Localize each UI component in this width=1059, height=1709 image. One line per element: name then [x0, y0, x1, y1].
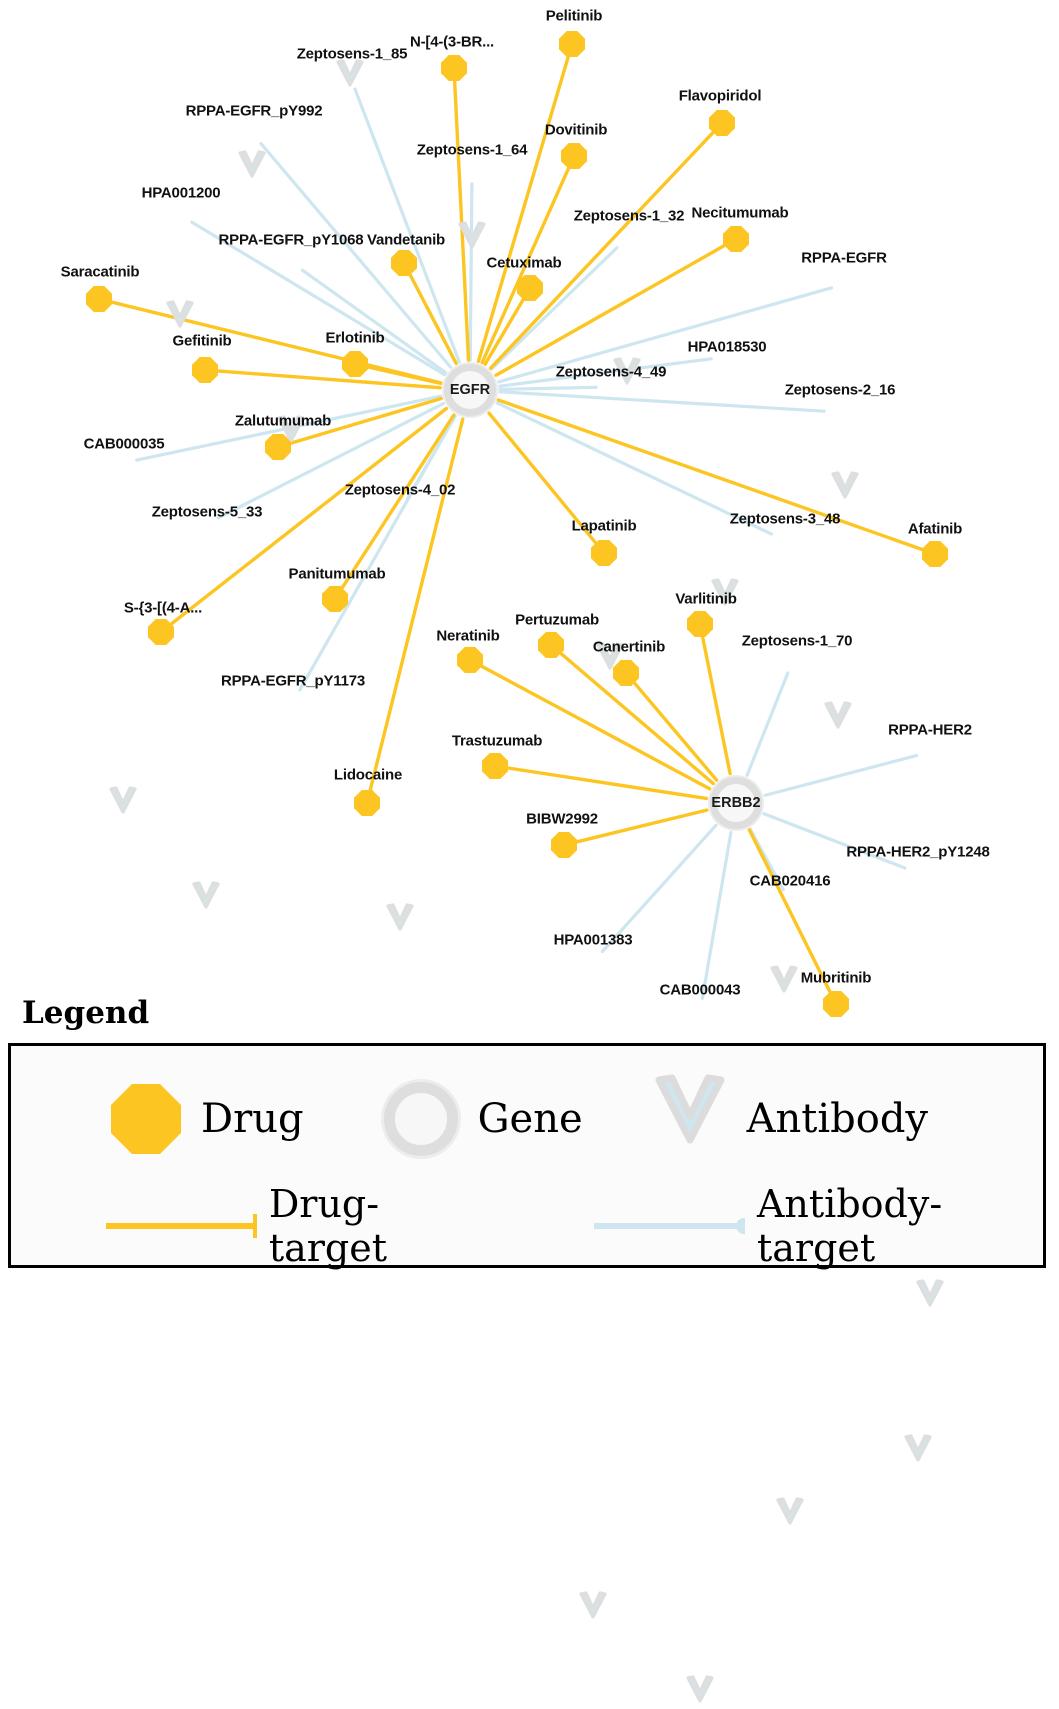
antibody-node-label: CAB020416: [749, 872, 831, 890]
gene-node[interactable]: [710, 777, 762, 829]
antibody-node[interactable]: [823, 701, 853, 735]
antibody-node[interactable]: [685, 1675, 715, 1709]
antibody-node[interactable]: [335, 59, 365, 93]
drug-node[interactable]: [559, 31, 585, 57]
antibody-node-label: RPPA-HER2: [888, 721, 972, 739]
drug-node-label: BIBW2992: [526, 810, 598, 828]
legend-antibody-label: Antibody: [746, 1096, 929, 1142]
antibody-node[interactable]: [903, 1434, 933, 1468]
antibody-node-label: RPPA-EGFR_pY1068: [218, 231, 364, 249]
antibody-node-label: CAB000043: [659, 981, 741, 999]
antibody-node-label: CAB000035: [83, 435, 165, 453]
antibody-node[interactable]: [578, 1591, 608, 1625]
drug-node[interactable]: [591, 540, 617, 566]
drug-node[interactable]: [354, 790, 380, 816]
gene-node-icon: [384, 1082, 458, 1156]
antibody-node[interactable]: [775, 1497, 805, 1531]
drug-node-label: Neratinib: [436, 627, 500, 645]
antibody-node[interactable]: [830, 471, 860, 505]
drug-node-label: Zalutumumab: [234, 412, 332, 430]
antibody-node-label: HPA001200: [141, 184, 221, 202]
drug-node[interactable]: [538, 632, 564, 658]
drug-node[interactable]: [551, 832, 577, 858]
drug-node-label: Cetuximab: [486, 254, 562, 272]
drug-node[interactable]: [561, 143, 587, 169]
drug-node-label: Trastuzumab: [451, 732, 543, 750]
legend-antibody: [653, 1074, 928, 1165]
drug-node[interactable]: [723, 226, 749, 252]
drug-node-label: Lidocaine: [333, 766, 403, 784]
antibody-node-label: RPPA-EGFR_pY992: [185, 102, 323, 120]
antibody-node[interactable]: [915, 1279, 945, 1313]
drug-node[interactable]: [709, 110, 735, 136]
drug-node-label: Necitumumab: [691, 204, 789, 222]
drug-node-label: Gefitinib: [172, 332, 232, 350]
antibody-node-label: Zeptosens-4_02: [344, 481, 456, 499]
drug-node[interactable]: [148, 619, 174, 645]
drug-node[interactable]: [457, 647, 483, 673]
antibody-node-label: RPPA-HER2_pY1248: [846, 843, 990, 861]
antibody-node-label: Zeptosens-1_64: [416, 141, 528, 159]
antibody-node-label: Zeptosens-1_70: [741, 632, 853, 650]
drug-edge-icon: [106, 1211, 257, 1241]
legend-title: Legend: [22, 995, 150, 1031]
antibody-node[interactable]: [457, 221, 487, 255]
legend-antibody-target: [594, 1182, 1043, 1270]
antibody-node[interactable]: [108, 786, 138, 820]
drug-node[interactable]: [322, 586, 348, 612]
legend-gene: [384, 1082, 583, 1156]
drug-node[interactable]: [517, 275, 543, 301]
antibody-edge-icon: [594, 1211, 745, 1241]
drug-node-label: Erlotinib: [325, 329, 385, 347]
drug-node-label: Afatinib: [907, 520, 963, 538]
antibody-node-icon: [653, 1074, 727, 1165]
drug-node-icon: [111, 1084, 181, 1154]
drug-node[interactable]: [613, 660, 639, 686]
antibody-node-label: Zeptosens-5_33: [151, 503, 263, 521]
antibody-node-label: HPA018530: [687, 338, 767, 356]
legend-antibody-target-label: Antibody-target: [756, 1182, 943, 1270]
drug-node-label: Saracatinib: [60, 263, 140, 281]
antibody-node-label: RPPA-EGFR_pY1173: [220, 672, 366, 690]
legend-drug-target: [106, 1182, 484, 1270]
legend-drug: [111, 1084, 304, 1154]
legend-drug-target-label: Drug-target: [268, 1182, 387, 1270]
antibody-node[interactable]: [191, 881, 221, 915]
antibody-node-label: Zeptosens-2_16: [784, 381, 896, 399]
legend-box: [8, 1043, 1046, 1268]
antibody-node[interactable]: [237, 150, 267, 184]
antibody-node-label: Zeptosens-1_32: [573, 207, 685, 225]
drug-node-label: Panitumumab: [288, 565, 386, 583]
antibody-node-label: HPA001383: [553, 931, 633, 949]
drug-node-label: Canertinib: [592, 638, 666, 656]
antibody-node-label: Zeptosens-4_49: [555, 363, 667, 381]
gene-node[interactable]: [444, 364, 496, 416]
antibody-node[interactable]: [385, 903, 415, 937]
drug-node-label: Dovitinib: [544, 121, 608, 139]
drug-node[interactable]: [482, 753, 508, 779]
drug-node-label: N-[4-(3-BR...: [409, 33, 495, 51]
drug-node-label: Pelitinib: [545, 7, 603, 25]
drug-node-label: Pertuzumab: [515, 611, 599, 629]
antibody-node[interactable]: [165, 300, 195, 334]
drug-node[interactable]: [823, 991, 849, 1017]
legend-drug-label: Drug: [201, 1096, 304, 1142]
drug-node-label: Lapatinib: [571, 517, 637, 535]
gene-node-label: EGFR: [449, 382, 491, 398]
antibody-node-label: RPPA-EGFR: [801, 249, 887, 267]
gene-node-label: ERBB2: [711, 795, 761, 811]
drug-node-label: Flavopiridol: [678, 87, 762, 105]
antibody-node-label: Zeptosens-3_48: [729, 510, 841, 528]
antibody-node-label: Zeptosens-1_85: [296, 45, 408, 63]
drug-node-label: Mubritinib: [800, 969, 872, 987]
drug-node-label: Varlitinib: [675, 590, 737, 608]
drug-node-label: S-{3-[(4-A...: [123, 599, 203, 617]
antibody-node[interactable]: [769, 965, 799, 999]
legend-gene-label: Gene: [477, 1096, 583, 1142]
drug-node-label: Vandetanib: [366, 231, 446, 249]
drug-node[interactable]: [687, 611, 713, 637]
drug-node[interactable]: [922, 541, 948, 567]
